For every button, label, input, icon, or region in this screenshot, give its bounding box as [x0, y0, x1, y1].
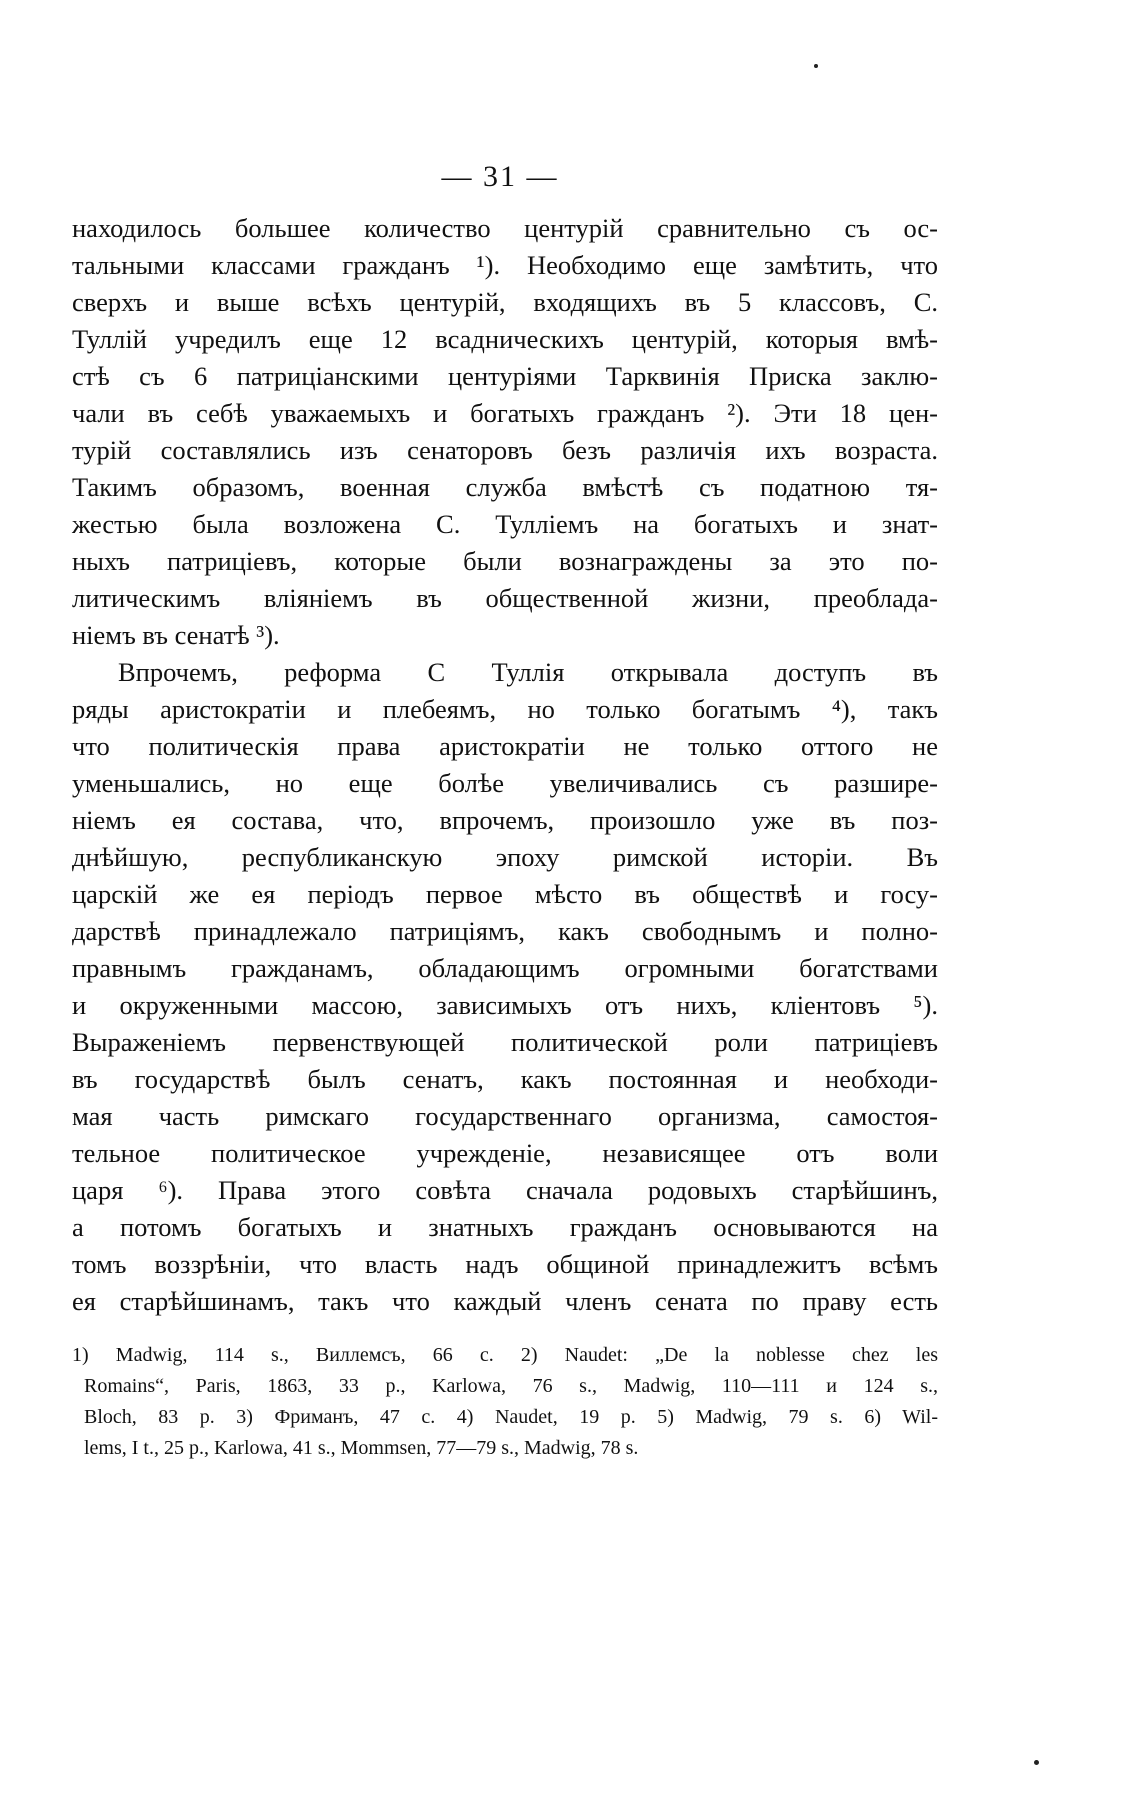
- scan-speck: [1034, 1760, 1039, 1765]
- body-line: литическимъ вліяніемъ въ общественной жизни, преоблада-: [72, 583, 938, 613]
- body-line: царя ⁶). Права этого совѣта сначала родовыхъ старѣйшинъ,: [72, 1175, 938, 1205]
- body-line: и окруженными массою, зависимыхъ отъ нихъ, кліентовъ ⁵).: [72, 990, 938, 1020]
- footnote-line: Bloch, 83 p. 3) Фриманъ, 47 c. 4) Naudet, 19 p. 5) Madwig, 79 s. 6) Wil-: [84, 1406, 938, 1428]
- body-line: чали въ себѣ уважаемыхъ и богатыхъ гражданъ ²). Эти 18 цен-: [72, 398, 938, 428]
- scan-speck: [814, 64, 818, 68]
- body-line: Выраженіемъ первенствующей политической роли патриціевъ: [72, 1027, 938, 1057]
- body-line: ряды аристократіи и плебеямъ, но только богатымъ ⁴), такъ: [72, 694, 938, 724]
- body-line: дарствѣ принадлежало патриціямъ, какъ свободнымъ и полно-: [72, 916, 938, 946]
- body-line: Туллій учредилъ еще 12 всадническихъ центурій, которыя вмѣ-: [72, 324, 938, 354]
- body-line: ніемъ ея состава, что, впрочемъ, произошло уже въ поз-: [72, 805, 938, 835]
- body-line: царскій же ея періодъ первое мѣсто въ обществѣ и госу-: [72, 879, 938, 909]
- body-line: мая часть римскаго государственнаго организма, самостоя-: [72, 1101, 938, 1131]
- body-line: ныхъ патриціевъ, которые были вознаграждены за это по-: [72, 546, 938, 576]
- footnote-line: 1) Madwig, 114 s., Виллемсъ, 66 c. 2) Naudet: „De la noblesse chez les: [72, 1344, 938, 1366]
- page-number: — 31 —: [441, 160, 559, 193]
- body-line: тельное политическое учрежденіе, независящее отъ воли: [72, 1138, 938, 1168]
- body-line: правнымъ гражданамъ, обладающимъ огромными богатствами: [72, 953, 938, 983]
- body-line: что политическія права аристократіи не только оттого не: [72, 731, 938, 761]
- body-line: днѣйшую, республиканскую эпоху римской исторіи. Въ: [72, 842, 938, 872]
- body-line: стѣ съ 6 патриціанскими центуріями Тарквинія Приска заклю-: [72, 361, 938, 391]
- footnote-line: lems, I t., 25 p., Karlowa, 41 s., Mommsen, 77—79 s., Madwig, 78 s.: [84, 1437, 639, 1459]
- body-line: находилось большее количество центурій сравнительно съ ос-: [72, 213, 938, 243]
- body-line: турій составлялись изъ сенаторовъ безъ различія ихъ возраста.: [72, 435, 938, 465]
- paragraph-start-line: Впрочемъ, реформа С Туллія открывала доступъ въ: [118, 657, 938, 687]
- body-line: жестью была возложена С. Тулліемъ на богатыхъ и знат-: [72, 509, 938, 539]
- body-line: томъ воззрѣніи, что власть надъ общиной принадлежитъ всѣмъ: [72, 1249, 938, 1279]
- body-line: а потомъ богатыхъ и знатныхъ гражданъ основываются на: [72, 1212, 938, 1242]
- body-line: Такимъ образомъ, военная служба вмѣстѣ съ податною тя-: [72, 472, 938, 502]
- body-line: въ государствѣ былъ сенатъ, какъ постоянная и необходи-: [72, 1064, 938, 1094]
- body-line: уменьшались, но еще болѣе увеличивались съ разшире-: [72, 768, 938, 798]
- body-line: сверхъ и выше всѣхъ центурій, входящихъ въ 5 классовъ, С.: [72, 287, 938, 317]
- paragraph-end-line: ніемъ въ сенатѣ ³).: [72, 620, 280, 650]
- footnote-line: Romains“, Paris, 1863, 33 p., Karlowa, 76 s., Madwig, 110—111 и 124 s.,: [84, 1375, 938, 1397]
- body-line: ея старѣйшинамъ, такъ что каждый членъ сената по праву есть: [72, 1286, 938, 1316]
- body-line: тальными классами гражданъ ¹). Необходимо еще замѣтить, что: [72, 250, 938, 280]
